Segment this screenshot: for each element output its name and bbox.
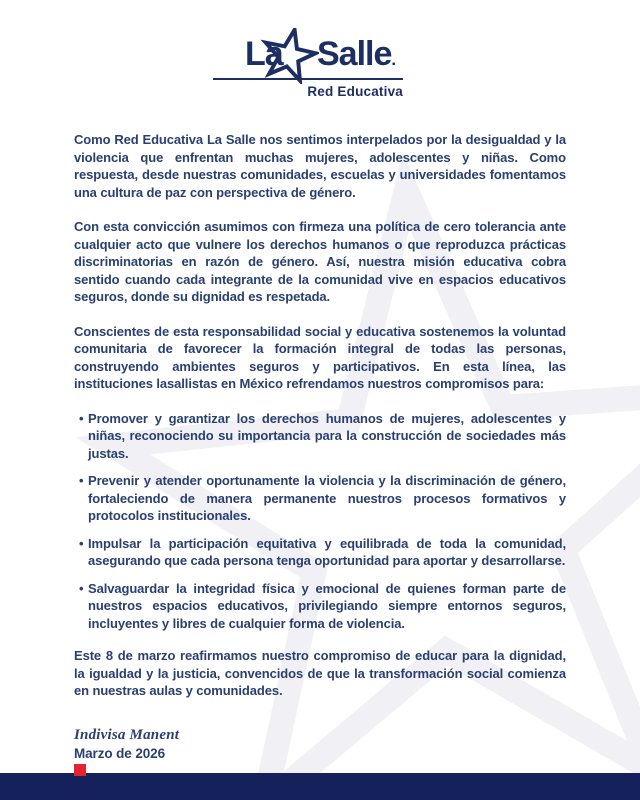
letter-body [74,131,566,762]
list-item-text: Impulsar la participación equitativa y equilibrada de toda la comunidad, asegurando que cada persona tenga oportunidad para aportar y desarrollarse. [88,535,566,568]
lasalle-logo [213,28,403,100]
paragraph-closing: Este 8 de marzo reafirmamos nuestro compromiso de educar para la dignidad, la igualdad y la justicia, convencidos de que la transformación social comienza en nuestras aulas y comunidades. [74,648,566,698]
red-accent-square [74,764,86,776]
logo-word-salle [317,37,395,71]
list-item [74,410,566,463]
footer-bar [0,773,640,800]
logo-word-la: La [245,35,283,73]
bullet-icon: • [79,410,84,426]
trademark-dot: . [391,50,396,69]
list-item [74,472,566,525]
list-item-text: Promover y garantizar los derechos humanos de mujeres, adolescentes y niñas, reconociendo su importancia para la construcción de sociedades más justas. [88,410,566,461]
document-date: Marzo de 2026 [74,745,165,761]
paragraph-policy: Con esta convicción asumimos con firmeza una política de cero tolerancia ante cualquier acto que vulnere los derechos humanos o que reproduzca prácticas discriminatorias en razón de género. Así, nuestra misión educativa cobra sentido cuando cada integrante de la comunidad vive en espacios educativos seguros, donde su dignidad es respetada. [74,219,566,304]
list-item-text: Prevenir y atender oportunamente la violencia y la discriminación de género, fortaleciendo de manera permanente nuestros procesos formativos y protocolos institucionales. [88,473,566,523]
bullet-icon: • [79,580,84,596]
signature-motto: Indivisa Manent [74,726,180,743]
list-item-text: Salvaguardar la integridad física y emocional de quienes forman parte de nuestros espacios educativos, privilegiando siempre entornos seguros, incluyentes y libres de cualquier forma de violencia. [88,580,566,631]
logo-word-salle-text: Salle [317,35,392,73]
list-item [74,580,566,633]
paragraph-commitment-lead: Conscientes de esta responsabilidad social y educativa sostenemos la voluntad comunitaria de favorecer la formación integral de todas las personas, construyendo ambientes seguros y participativos. En esta línea, las instituciones lasallistas en México refrendamos nuestros compromisos para: [74,323,566,391]
bullet-icon: • [79,473,84,488]
commitments-list [74,410,566,633]
paragraph-intro: Como Red Educativa La Salle nos sentimos interpelados por la desigualdad y la violencia que enfrentan muchas mujeres, adolescentes y niñas. Como respuesta, desde nuestras comunidades, escuelas y universidades fomentamos una cultura de paz con perspectiva de género. [74,132,566,200]
bullet-icon: • [79,535,84,551]
logo-subtitle: Red Educativa [307,84,403,99]
list-item [74,535,566,570]
